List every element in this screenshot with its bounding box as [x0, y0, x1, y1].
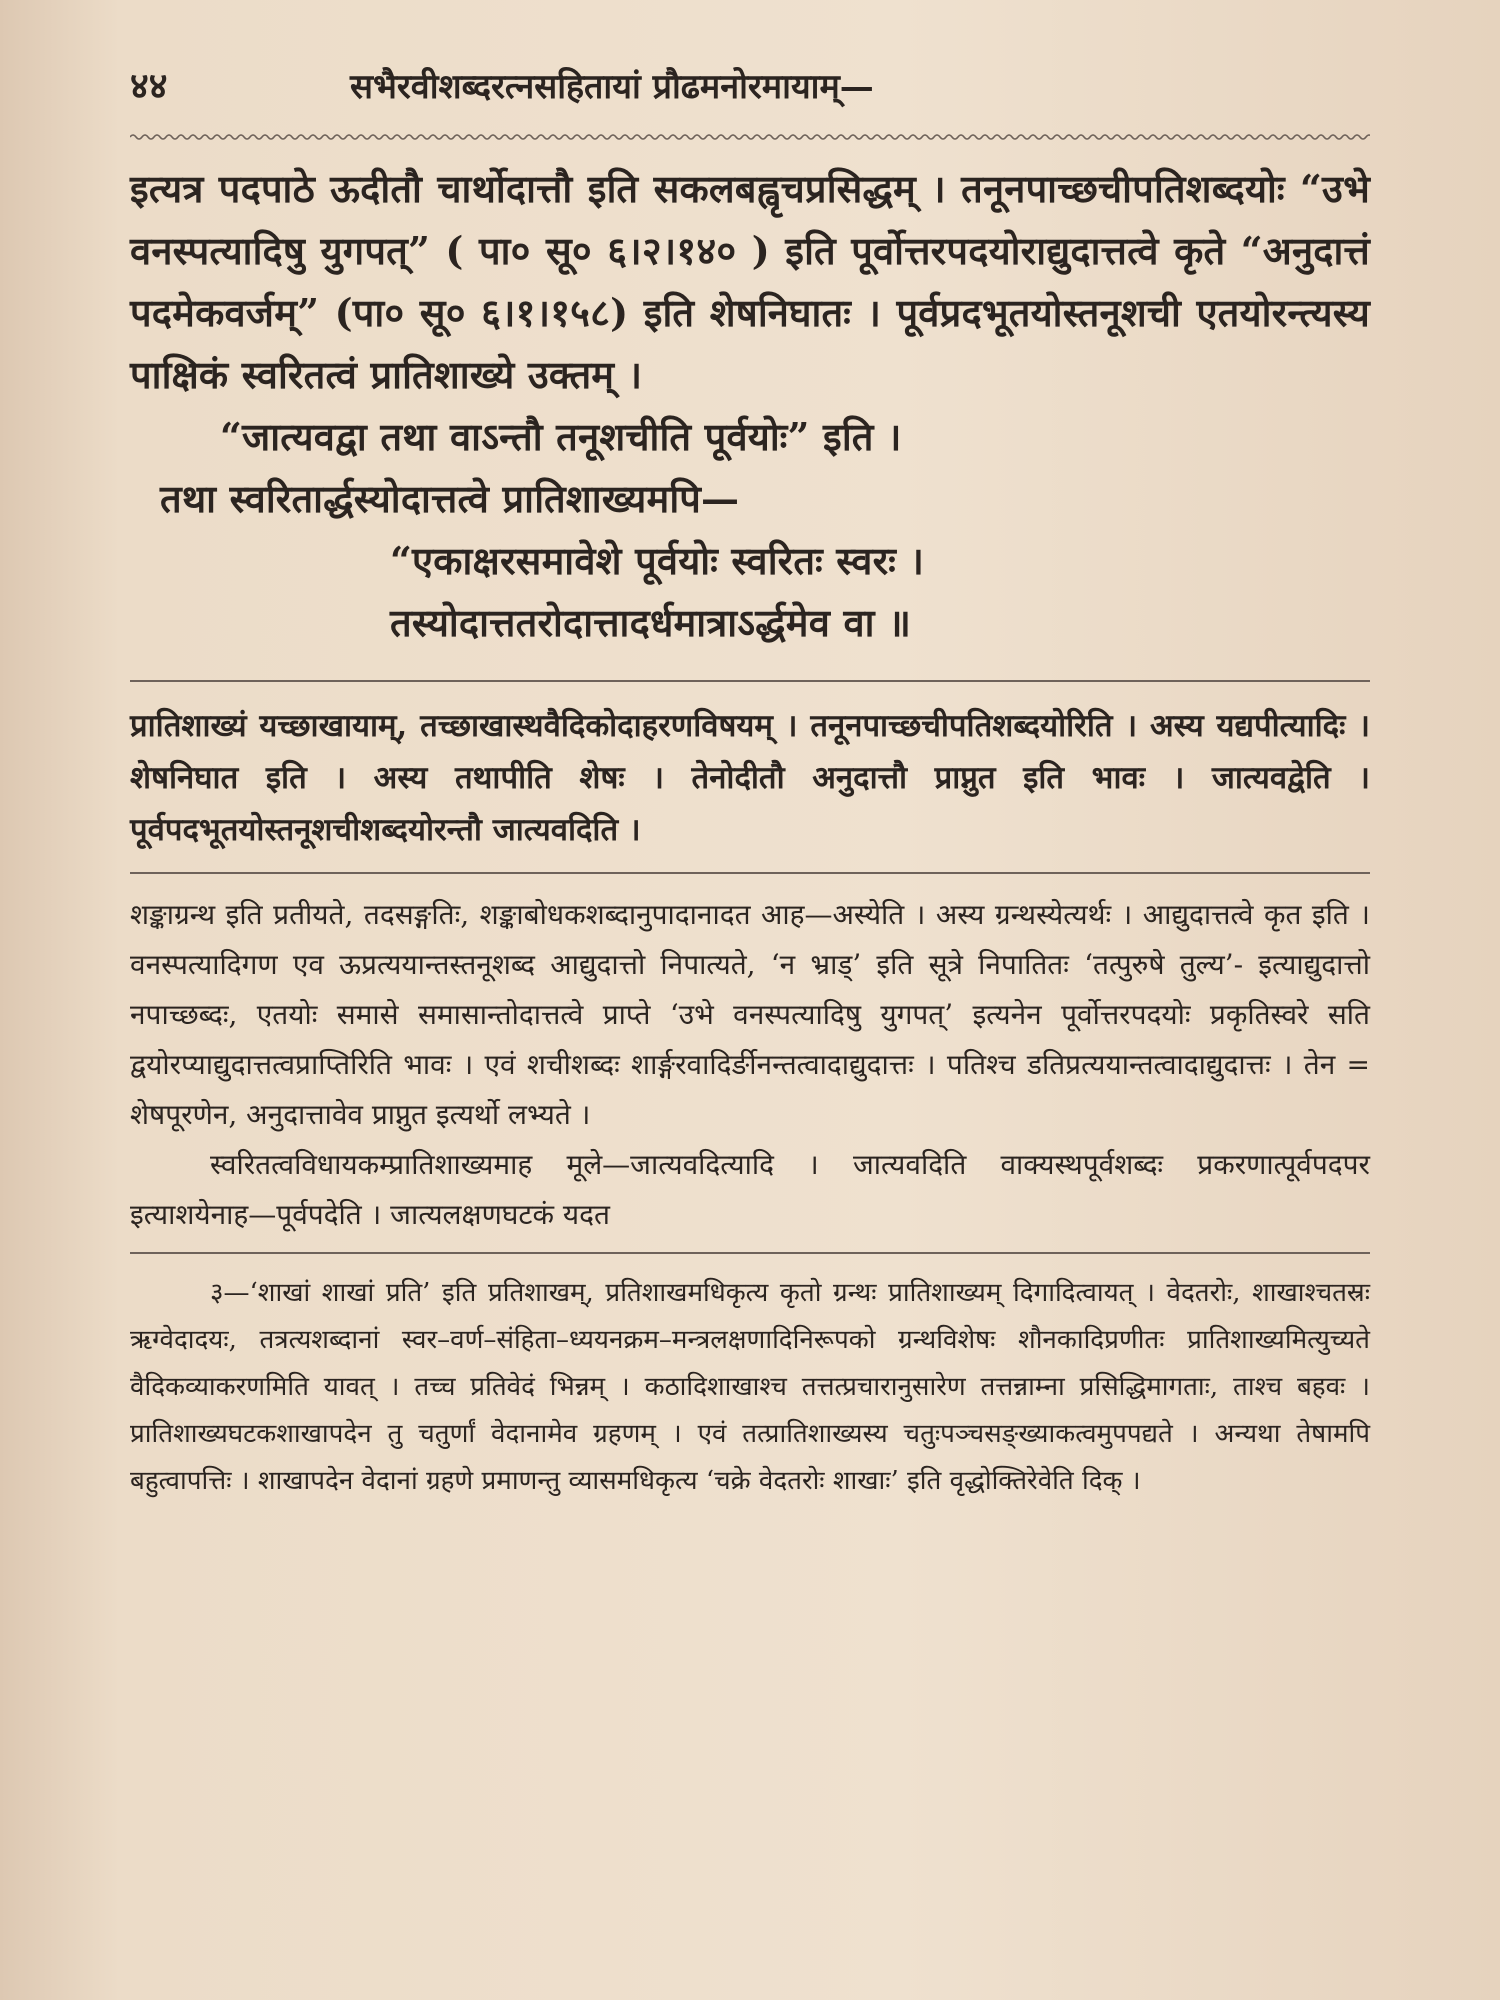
main-paragraph: इत्यत्र पदपाठे ऊदीतौ चार्थोदात्तौ इति सकलबह्वृचप्रसिद्धम् । तनूनपाच्छचीपतिशब्दयोः “उभे वनस्पत्यादिषु युगपत्” ( पा० सू० ६।२।१४० ) इति पूर्वोत्तरपदयोराद्युदात्तत्वे कृते “अनुदात्तं पदमेकवर्जम्” (पा० सू० ६।१।१५८) इति शेषनिघातः । पूर्वप्रदभूतयोस्तनूशची एतयोरन्त्यस्य पाक्षिकं स्वरितत्वं प्रातिशाख्ये उक्तम् ।: [130, 166, 1370, 397]
commentary-block-1: [130, 682, 1370, 872]
footnote-3: ३—‘शाखां शाखां प्रति’ इति प्रतिशाखम्, प्रतिशाखमधिकृत्य कृतो ग्रन्थः प्रातिशाख्यम् दिगादित्वायत् । वेदतरोः, शाखाश्चतस्रः ऋग्वेदादयः, तत्रत्यशब्दानां स्वर–वर्ण–संहिता–ध्ययनक्रम–मन्त्रलक्षणादिनिरूपको ग्रन्थविशेषः शौनकादिप्रणीतः प्रातिशाख्यमित्युच्यते वैदिकव्याकरणमिति यावत् । तच्च प्रतिवेदं भिन्नम् । कठादिशाखाश्च तत्तत्प्रचारानुसारेण तत्तन्नाम्ना प्रसिद्धिमागताः, ताश्च बहवः । प्रातिशाख्यघटकशाखापदेन तु चतुर्णां वेदानामेव ग्रहणम् । एवं तत्प्रातिशाख्यस्य चतुःपञ्चसङ्ख्याकत्वमुपपद्यते । अन्यथा तेषामपि बहुत्वापत्तिः । शाखापदेन वेदानां ग्रहणे प्रमाणन्तु व्यासमधिकृत्य ‘चक्रे वेदतरोः शाखाः’ इति वृद्धोक्तिरेवेति दिक् ।: [130, 1278, 1370, 1496]
running-title: सभैरवीशब्दरत्नसहितायां प्रौढमनोरमायाम्—: [350, 67, 874, 107]
quoted-verse-line: “जात्यवद्वा तथा वाऽन्तौ तनूशचीति पूर्वयोः” इति ।: [220, 414, 902, 459]
footnote-block: [130, 1254, 1370, 1505]
commentary-2-paragraph-1: शङ्काग्रन्थ इति प्रतीयते, तदसङ्गतिः, शङ्काबोधकशब्दानुपादानादत आह—अस्येति । अस्य ग्रन्थस्येत्यर्थः । आद्युदात्तत्वे कृत इति । वनस्पत्यादिगण एव ऊप्रत्ययान्तस्तनूशब्द आद्युदात्तो निपात्यते, ‘न भ्राड्’ इति सूत्रे निपातितः ‘तत्पुरुषे तुल्य’- इत्याद्युदात्तो नपाच्छब्दः, एतयोः समासे समासान्तोदात्तत्वे प्राप्ते ‘उभे वनस्पत्यादिषु युगपत्’ इत्यनेन पूर्वोत्तरपदयोः प्रकृतिस्वरे सति द्वयोरप्याद्युदात्तत्वप्राप्तिरिति भावः । एवं शचीशब्दः शार्ङ्गरवादिर्ङीनन्तत्वादाद्युदात्तः । पतिश्च डतिप्रत्ययान्तत्वादाद्युदात्तः । तेन = शेषपूरणेन, अनुदात्तावेव प्राप्नुत इत्यर्थो लभ्यते ।: [130, 898, 1370, 1131]
verse-line-1: “एकाक्षरसमावेशे पूर्वयोः स्वरितः स्वरः ।: [390, 538, 925, 583]
commentary-2-paragraph-2: स्वरितत्वविधायकम्प्रातिशाख्यमाह मूले—जात्यवदित्यादि । जात्यवदिति वाक्यस्थपूर्वशब्दः प्रकरणात्पूर्वपदपर इत्याशयेनाह—पूर्वपदेति । जात्यलक्षणघटकं यदत: [130, 1148, 1370, 1231]
intro-line: तथा स्वरितार्द्धस्योदात्तत्वे प्रातिशाख्यमपि—: [160, 476, 740, 521]
main-text: [130, 158, 1370, 654]
commentary-block-2: [130, 874, 1370, 1252]
wavy-divider-line: [130, 130, 1370, 144]
commentary-1-text: प्रातिशाख्यं यच्छाखायाम्, तच्छाखास्थवैदिकोदाहरणविषयम् । तनूनपाच्छचीपतिशब्दयोरिति । अस्य यद्यपीत्यादिः । शेषनिघात इति । अस्य तथापीति शेषः । तेनोदीतौ अनुदात्तौ प्राप्नुत इति भावः । जात्यवद्वेति । पूर्वपदभूतयोस्तनूशचीशब्दयोरन्तौ जात्यवदिति ।: [130, 708, 1370, 848]
page-header: [130, 60, 1420, 124]
wavy-divider: [130, 130, 1370, 144]
verse-line-2: तस्योदात्ततरोदात्तादर्धमात्राऽर्द्धमेव वा ॥: [390, 600, 912, 645]
page-number: ४४: [130, 65, 168, 107]
